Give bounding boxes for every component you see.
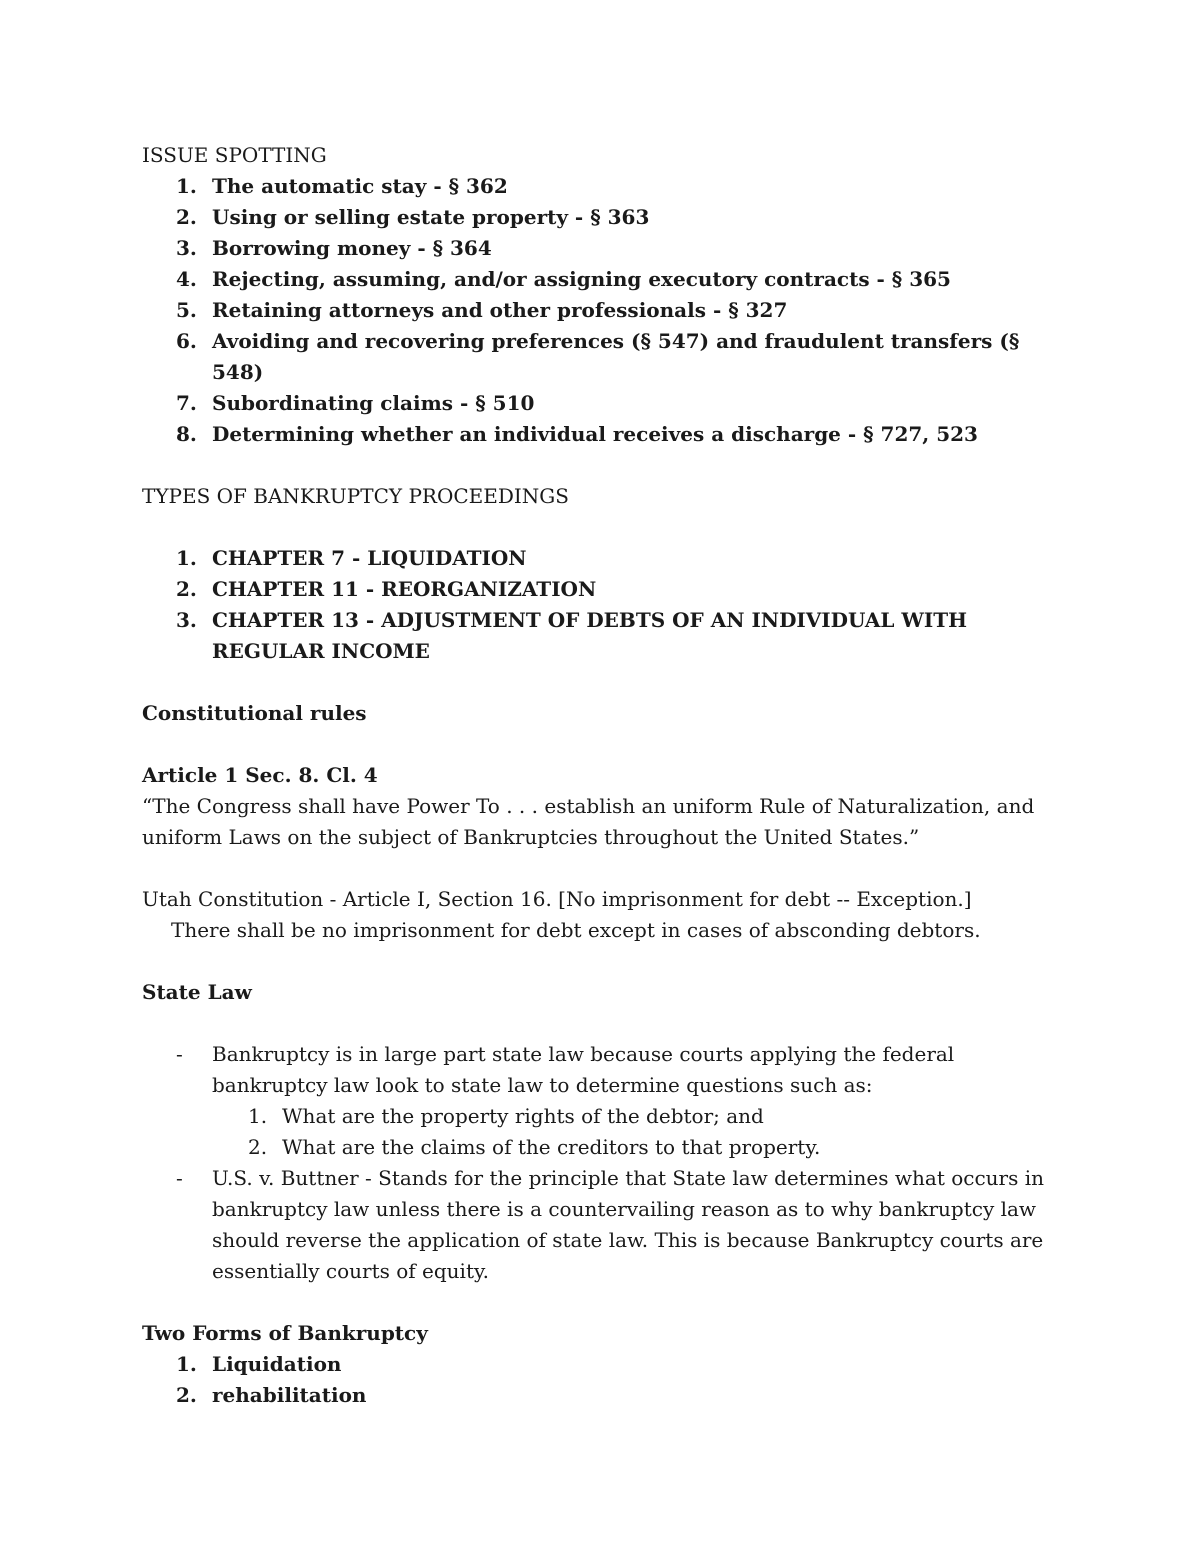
list-item: 8. Determining whether an individual receives a discharge - § 727, 523 bbox=[176, 422, 978, 446]
state-law-sub-list bbox=[142, 1101, 1072, 1163]
list-item: 2. Using or selling estate property - § 363 bbox=[176, 205, 650, 229]
article-heading: Article 1 Sec. 8. Cl. 4 bbox=[142, 763, 378, 787]
list-item: 2. What are the claims of the creditors to that property. bbox=[248, 1135, 821, 1159]
list-item: - Bankruptcy is in large part state law because courts applying the federal bankruptcy law look to state law to determine questions such as: 1. What are the property rights of the debtor; and 2. What are the claims of the creditors to that property. bbox=[142, 1039, 1072, 1163]
utah-constitution-text: There shall be no imprisonment for debt except in cases of absconding debtors. bbox=[171, 918, 981, 942]
list-item: 2. rehabilitation bbox=[176, 1383, 367, 1407]
list-item: 4. Rejecting, assuming, and/or assigning executory contracts - § 365 bbox=[176, 267, 951, 291]
utah-constitution-line: Utah Constitution - Article I, Section 16. [No imprisonment for debt -- Exception.] bbox=[142, 887, 972, 911]
list-item: 5. Retaining attorneys and other professionals - § 327 bbox=[176, 298, 788, 322]
two-forms-heading: Two Forms of Bankruptcy bbox=[142, 1321, 428, 1345]
article-quote: “The Congress shall have Power To . . . establish an uniform Rule of Naturalization, and uniform Laws on the subject of Bankruptcies throughout the United States.” bbox=[142, 794, 1035, 849]
proceedings-list bbox=[142, 543, 1072, 667]
list-item: - U.S. v. Buttner - Stands for the principle that State law determines what occurs in bankruptcy law unless there is a countervailing reason as to why bankruptcy law should reverse the application of state law. This is because Bankruptcy courts are essentially courts of equity. bbox=[176, 1166, 1044, 1283]
two-forms-list bbox=[142, 1349, 1072, 1411]
list-item: 3. CHAPTER 13 - ADJUSTMENT OF DEBTS OF AN INDIVIDUAL WITH REGULAR INCOME bbox=[176, 608, 967, 663]
list-item: 2. CHAPTER 11 - REORGANIZATION bbox=[176, 577, 597, 601]
list-item: 1. The automatic stay - § 362 bbox=[176, 174, 508, 198]
issue-spotting-heading: ISSUE SPOTTING bbox=[142, 143, 327, 167]
list-item: 1. CHAPTER 7 - LIQUIDATION bbox=[176, 546, 527, 570]
list-item: 7. Subordinating claims - § 510 bbox=[176, 391, 535, 415]
state-law-heading: State Law bbox=[142, 980, 252, 1004]
constitutional-heading: Constitutional rules bbox=[142, 701, 367, 725]
state-law-list bbox=[142, 1039, 1072, 1287]
proceedings-heading: TYPES OF BANKRUPTCY PROCEEDINGS bbox=[142, 484, 569, 508]
issue-spotting-list bbox=[142, 171, 1072, 450]
document-page bbox=[142, 140, 1072, 1411]
list-item: 1. What are the property rights of the debtor; and bbox=[248, 1104, 764, 1128]
list-item: 6. Avoiding and recovering preferences (§ 547) and fraudulent transfers (§ 548) bbox=[176, 329, 1020, 384]
list-item: 3. Borrowing money - § 364 bbox=[176, 236, 492, 260]
list-item: 1. Liquidation bbox=[176, 1352, 342, 1376]
